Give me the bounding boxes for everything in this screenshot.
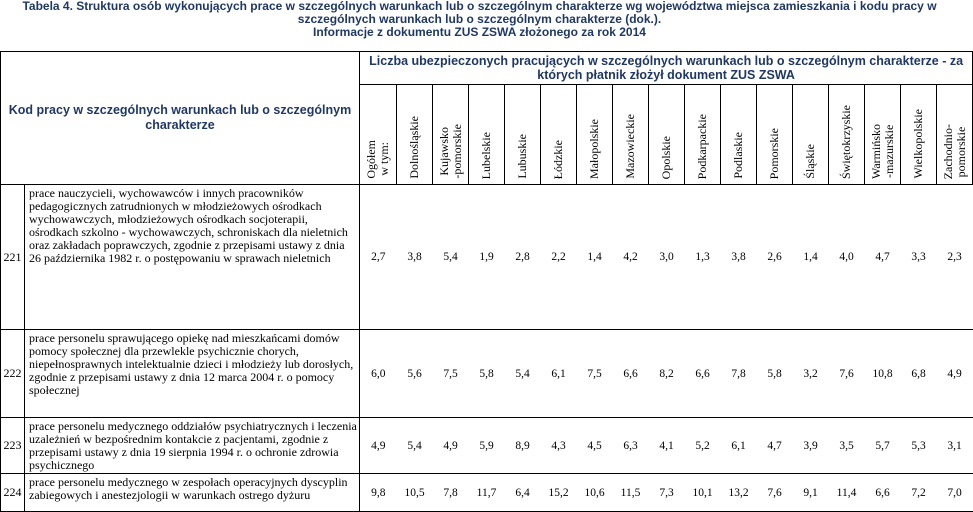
value-cell: 5,6	[397, 330, 433, 418]
value-cell: 1,4	[577, 185, 613, 330]
value-cell: 4,9	[360, 418, 397, 474]
row-code: 221	[1, 185, 25, 330]
column-header-label: Dolnośląskie	[407, 116, 421, 179]
column-header-label: Małopolskie	[587, 119, 601, 179]
value-cell: 2,2	[541, 185, 577, 330]
value-cell: 8,9	[505, 418, 541, 474]
value-cell: 15,2	[541, 474, 577, 512]
value-cell: 1,3	[685, 185, 721, 330]
row-description: prace personelu medycznego w zespołach operacyjnych dyscyplin zabiegowych i anestezjologii w warunkach ostrego dyżuru	[25, 474, 360, 512]
column-header-label: Ogółem w tym:	[364, 140, 391, 179]
value-cell: 6,6	[685, 330, 721, 418]
value-cell: 1,4	[793, 185, 829, 330]
value-cell: 13,2	[721, 474, 757, 512]
value-cell: 7,8	[433, 474, 469, 512]
value-cell: 11,7	[469, 474, 505, 512]
column-header-label: Pomorskie	[767, 127, 781, 179]
value-cell: 6,1	[721, 418, 757, 474]
value-cell: 1,9	[469, 185, 505, 330]
value-cell: 7,0	[937, 474, 973, 512]
value-cell: 3,8	[397, 185, 433, 330]
value-cell: 7,3	[649, 474, 685, 512]
table-row	[1, 474, 973, 512]
value-cell: 9,1	[793, 474, 829, 512]
value-cell: 7,8	[721, 330, 757, 418]
value-cell: 7,5	[577, 330, 613, 418]
value-cell: 3,2	[793, 330, 829, 418]
value-cell: 6,6	[865, 474, 901, 512]
table-row	[1, 185, 973, 330]
column-header-label: Kujawsko -pomorskie	[436, 124, 464, 179]
column-header	[829, 85, 865, 185]
column-header-label: Lubuskie	[515, 134, 529, 179]
row-description: prace personelu medycznego oddziałów psychiatrycznych i leczenia uzależnień w bezpośrednim kontakcie z pacjentami, zgodnie z przepisami ustawy z dnia 19 sierpnia 1994 r. o ochronie zdrowia psychicznego	[25, 418, 360, 474]
value-cell: 4,3	[541, 418, 577, 474]
value-cell: 7,5	[433, 330, 469, 418]
column-header	[865, 85, 901, 185]
column-header	[433, 85, 469, 185]
value-cell: 5,4	[433, 185, 469, 330]
value-cell: 6,3	[613, 418, 649, 474]
value-cell: 6,4	[505, 474, 541, 512]
column-header-label: Podkarpackie	[695, 113, 709, 179]
table-subtitle: Informacje z dokumentu ZUS ZSWA złożonego za rok 2014	[313, 25, 646, 39]
value-cell: 4,0	[829, 185, 865, 330]
column-header	[541, 85, 577, 185]
value-cell: 9,8	[360, 474, 397, 512]
value-cell: 10,5	[397, 474, 433, 512]
value-cell: 5,7	[865, 418, 901, 474]
column-header	[757, 85, 793, 185]
value-cell: 4,1	[649, 418, 685, 474]
column-header	[469, 85, 505, 185]
row-description: prace personelu sprawującego opiekę nad mieszkańcami domów pomocy społecznej dla przewlekle psychicznie chorych, niepełnosprawnych intelektualnie dzieci i młodzieży lub dorosłych, zgodnie z przepisami ustawy z dnia 12 marca 2004 r. o pomocy społecznej	[25, 330, 360, 418]
row-code: 222	[1, 330, 25, 418]
column-header-label: Zachodnio- pomorskie	[940, 123, 968, 179]
value-cell: 6,8	[901, 330, 937, 418]
value-cell: 2,3	[937, 185, 973, 330]
value-cell: 3,0	[649, 185, 685, 330]
column-header	[793, 85, 829, 185]
row-code: 224	[1, 474, 25, 512]
column-header	[505, 85, 541, 185]
value-cell: 5,8	[469, 330, 505, 418]
header-count-group: Liczba ubezpieczonych pracujących w szczególnych warunkach lub o szczególnym charakterze - za których płatnik złożył dokument ZUS ZSWA	[360, 52, 973, 85]
value-cell: 5,9	[469, 418, 505, 474]
column-header-label: Łódzkie	[551, 139, 565, 179]
value-cell: 10,8	[865, 330, 901, 418]
column-header	[397, 85, 433, 185]
column-header-label: Opolskie	[659, 135, 673, 179]
value-cell: 4,2	[613, 185, 649, 330]
value-cell: 5,4	[397, 418, 433, 474]
column-header	[901, 85, 937, 185]
value-cell: 2,6	[757, 185, 793, 330]
value-cell: 6,6	[613, 330, 649, 418]
column-header-label: Świętokrzyskie	[839, 105, 853, 179]
table-row	[1, 418, 973, 474]
value-cell: 4,5	[577, 418, 613, 474]
value-cell: 3,1	[937, 418, 973, 474]
value-cell: 2,8	[505, 185, 541, 330]
value-cell: 10,6	[577, 474, 613, 512]
row-description: prace nauczycieli, wychowawców i innych pracowników pedagogicznych zatrudnionych w młodzieżowych ośrodkach wychowawczych, młodzieżowych ośrodkach socjoterapii, ośrodkach szkolno - wychowawczych, schroniskach dla nieletnich oraz zakładach poprawczych, zgodnie z przepisami ustawy z dnia 26 października 1982 r. o postępowaniu w sprawach nieletnich	[25, 185, 360, 330]
column-header	[721, 85, 757, 185]
column-header	[649, 85, 685, 185]
value-cell: 2,7	[360, 185, 397, 330]
column-header-label: Wielkopolskie	[911, 109, 925, 179]
value-cell: 7,6	[829, 330, 865, 418]
value-cell: 5,3	[901, 418, 937, 474]
column-header	[685, 85, 721, 185]
data-table	[0, 51, 973, 512]
value-cell: 7,2	[901, 474, 937, 512]
row-code: 223	[1, 418, 25, 474]
value-cell: 10,1	[685, 474, 721, 512]
header-code-column: Kod pracy w szczególnych warunkach lub o szczególnym charakterze	[1, 52, 360, 185]
value-cell: 4,7	[865, 185, 901, 330]
column-header-label: Lubelskie	[479, 131, 493, 179]
value-cell: 7,6	[757, 474, 793, 512]
column-header	[577, 85, 613, 185]
column-header	[360, 85, 397, 185]
column-header-label: Warmińsko -mazurskie	[868, 123, 896, 179]
column-header	[937, 85, 973, 185]
value-cell: 6,1	[541, 330, 577, 418]
column-header-label: Śląskie	[803, 144, 817, 179]
value-cell: 5,8	[757, 330, 793, 418]
value-cell: 3,9	[793, 418, 829, 474]
value-cell: 4,7	[757, 418, 793, 474]
value-cell: 5,2	[685, 418, 721, 474]
value-cell: 8,2	[649, 330, 685, 418]
value-cell: 5,4	[505, 330, 541, 418]
value-cell: 11,5	[613, 474, 649, 512]
column-header-label: Podlaskie	[731, 132, 745, 179]
column-header	[613, 85, 649, 185]
table-title: Tabela 4. Struktura osób wykonujących prace w szczególnych warunkach lub o szczególnym charakterze wg województwa miejsca zamieszkania i kodu pracy w szczególnych warunkach lub o szczególnym charakterze (dok.).	[22, 0, 937, 26]
value-cell: 3,8	[721, 185, 757, 330]
value-cell: 4,9	[433, 418, 469, 474]
value-cell: 3,3	[901, 185, 937, 330]
value-cell: 3,5	[829, 418, 865, 474]
value-cell: 11,4	[829, 474, 865, 512]
value-cell: 6,0	[360, 330, 397, 418]
value-cell: 4,9	[937, 330, 973, 418]
column-header-label: Mazowieckie	[623, 114, 637, 179]
table-row	[1, 330, 973, 418]
